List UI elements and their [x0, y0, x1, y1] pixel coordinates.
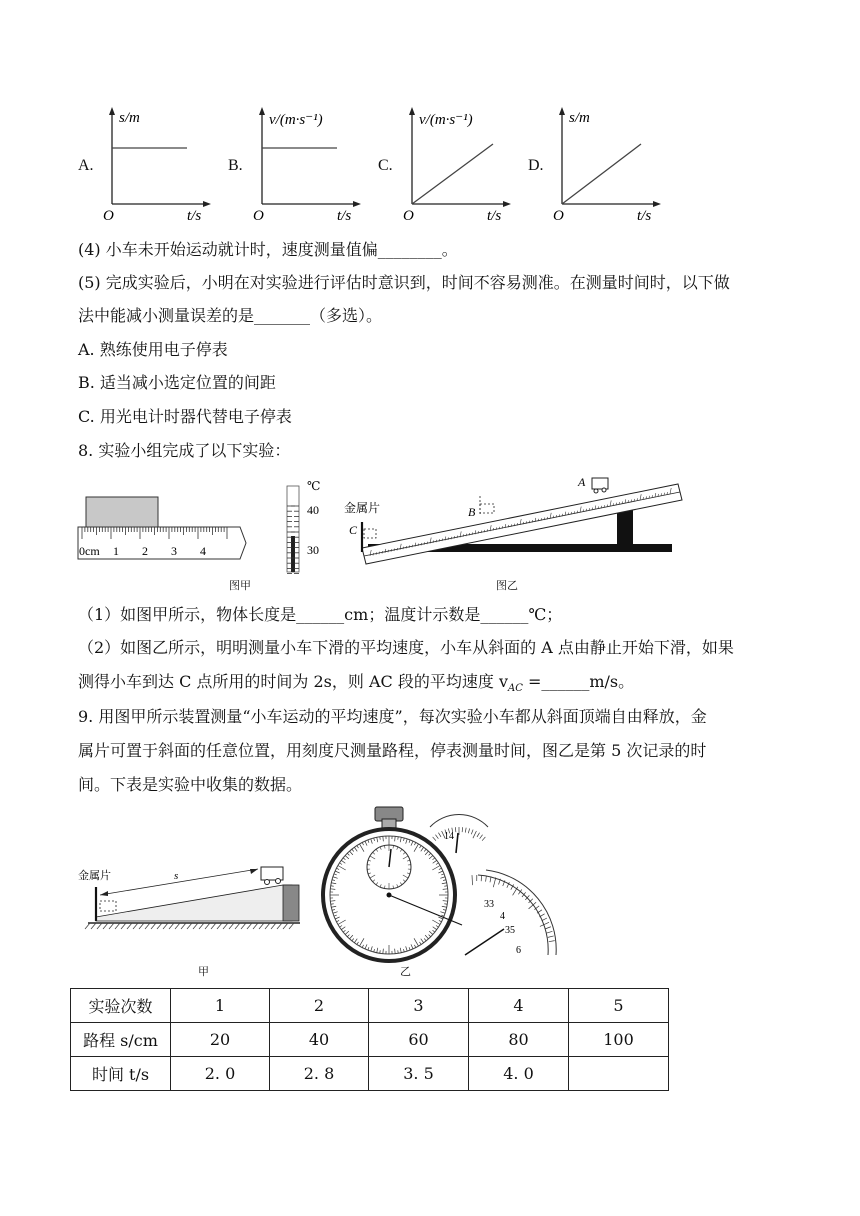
ruler-label-2: 2: [142, 544, 148, 558]
figure-8-thermometer: [278, 478, 326, 574]
graph-c-origin: O: [403, 208, 414, 224]
question-9-line3: 间。下表是实验中收集的数据。: [78, 775, 303, 794]
ruler-label-3: 3: [171, 544, 177, 558]
question-5-line1: (5) 完成实验后，小明在对实验进行评估时意识到，时间不容易测准。在测量时间时，以下做: [78, 273, 730, 292]
caption-fig8-a: 图甲: [229, 579, 251, 592]
question-8-title: 8. 实验小组完成了以下实验：: [78, 441, 291, 460]
table-cell: 100: [569, 1023, 669, 1057]
caption-fig8-b: 图乙: [496, 579, 518, 592]
dial-large-33: 33: [484, 899, 494, 910]
question-5-line2: 法中能减小测量误差的是_______（多选）。: [78, 306, 383, 325]
table-cell: 60: [369, 1023, 469, 1057]
graph-a-ylabel: s/m: [119, 110, 140, 126]
data-table: [70, 988, 669, 1091]
graph-d-xlabel: t/s: [637, 208, 652, 224]
table-cell: 时间 t/s: [71, 1057, 171, 1091]
incline9-metal-label: 金属片: [78, 870, 111, 882]
question-5-option-a: A. 熟练使用电子停表: [78, 340, 228, 359]
graph-a: [95, 100, 220, 226]
table-row: [71, 1023, 669, 1057]
ruler-label-1: 1: [113, 544, 119, 558]
figure-9-incline: [78, 855, 308, 935]
question-8-2-line1: （2）如图乙所示，明明测量小车下滑的平均速度，小车从斜面的 A 点由静止开始下滑，如果: [78, 638, 734, 657]
point-c: C: [349, 523, 358, 537]
table-cell: 3. 5: [369, 1057, 469, 1091]
graph-d: [545, 100, 670, 226]
table-cell: 2: [270, 989, 369, 1023]
option-d-letter: D.: [528, 157, 544, 174]
caption-fig9-b: 乙: [400, 965, 411, 978]
table-cell: 40: [270, 1023, 369, 1057]
option-a-letter: A.: [78, 157, 94, 174]
question-9-line1: 9. 用图甲所示装置测量“小车运动的平均速度”，每次实验小车都从斜面顶端自由释放，金: [78, 707, 707, 726]
thermometer-label-30: 30: [307, 543, 319, 557]
option-b-letter: B.: [228, 157, 243, 174]
table-cell: 80: [469, 1023, 569, 1057]
graph-c-ylabel: v/(m·s⁻¹): [419, 112, 473, 128]
graph-b-ylabel: v/(m·s⁻¹): [269, 112, 323, 128]
ruler-label-4: 4: [200, 544, 206, 558]
graph-c: [395, 100, 520, 226]
graph-b-xlabel: t/s: [337, 208, 352, 224]
caption-fig9-a: 甲: [198, 965, 209, 978]
question-5-option-b: B. 适当减小选定位置的间距: [78, 373, 276, 392]
table-cell: 3: [369, 989, 469, 1023]
table-cell: 1: [171, 989, 270, 1023]
thermometer-label-40: 40: [307, 503, 319, 517]
table-row: [71, 1057, 669, 1091]
dial-large-35: 35: [505, 925, 515, 936]
table-cell: [569, 1057, 669, 1091]
option-c-letter: C.: [378, 157, 393, 174]
graph-d-origin: O: [553, 208, 564, 224]
graph-c-xlabel: t/s: [487, 208, 502, 224]
question-8-2-line2: 测得小车到达 C 点所用的时间为 2s，则 AC 段的平均速度 $v_{AC}$ =______m/s。: [78, 672, 635, 695]
table-cell: 2. 0: [171, 1057, 270, 1091]
table-cell: 路程 s/cm: [71, 1023, 171, 1057]
table-cell: 4. 0: [469, 1057, 569, 1091]
question-4: (4) 小车未开始运动就计时，速度测量值偏________。: [78, 240, 458, 259]
graph-a-xlabel: t/s: [187, 208, 202, 224]
thermometer-unit: ℃: [307, 479, 321, 493]
table-cell: 5: [569, 989, 669, 1023]
question-8-1: （1）如图甲所示，物体长度是______cm；温度计示数是______℃；: [78, 605, 563, 624]
table-header-row: [71, 989, 669, 1023]
point-a: A: [578, 475, 586, 489]
table-cell: 20: [171, 1023, 270, 1057]
graph-b-origin: O: [253, 208, 264, 224]
incline-metal-label: 金属片: [344, 501, 381, 515]
graph-a-origin: O: [103, 208, 114, 224]
graph-b: [245, 100, 370, 226]
point-b: B: [468, 505, 476, 519]
figure-8-ruler: [74, 475, 259, 575]
graph-d-ylabel: s/m: [569, 110, 590, 126]
table-cell: 实验次数: [71, 989, 171, 1023]
dial-small-14: 14: [444, 831, 454, 842]
question-5-option-c: C. 用光电计时器代替电子停表: [78, 407, 292, 426]
figure-8-incline: [340, 472, 685, 572]
question-9-line2: 属片可置于斜面的任意位置，用刻度尺测量路程，停表测量时间，图乙是第 5 次记录的时: [78, 741, 707, 760]
incline9-s-label: s: [174, 870, 179, 882]
table-cell: 2. 8: [270, 1057, 369, 1091]
figure-9-stopwatch: [318, 805, 558, 965]
dial-large-6: 6: [516, 945, 521, 956]
dial-large-4: 4: [500, 911, 505, 922]
table-cell: 4: [469, 989, 569, 1023]
ruler-label-0: 0cm: [79, 544, 100, 558]
